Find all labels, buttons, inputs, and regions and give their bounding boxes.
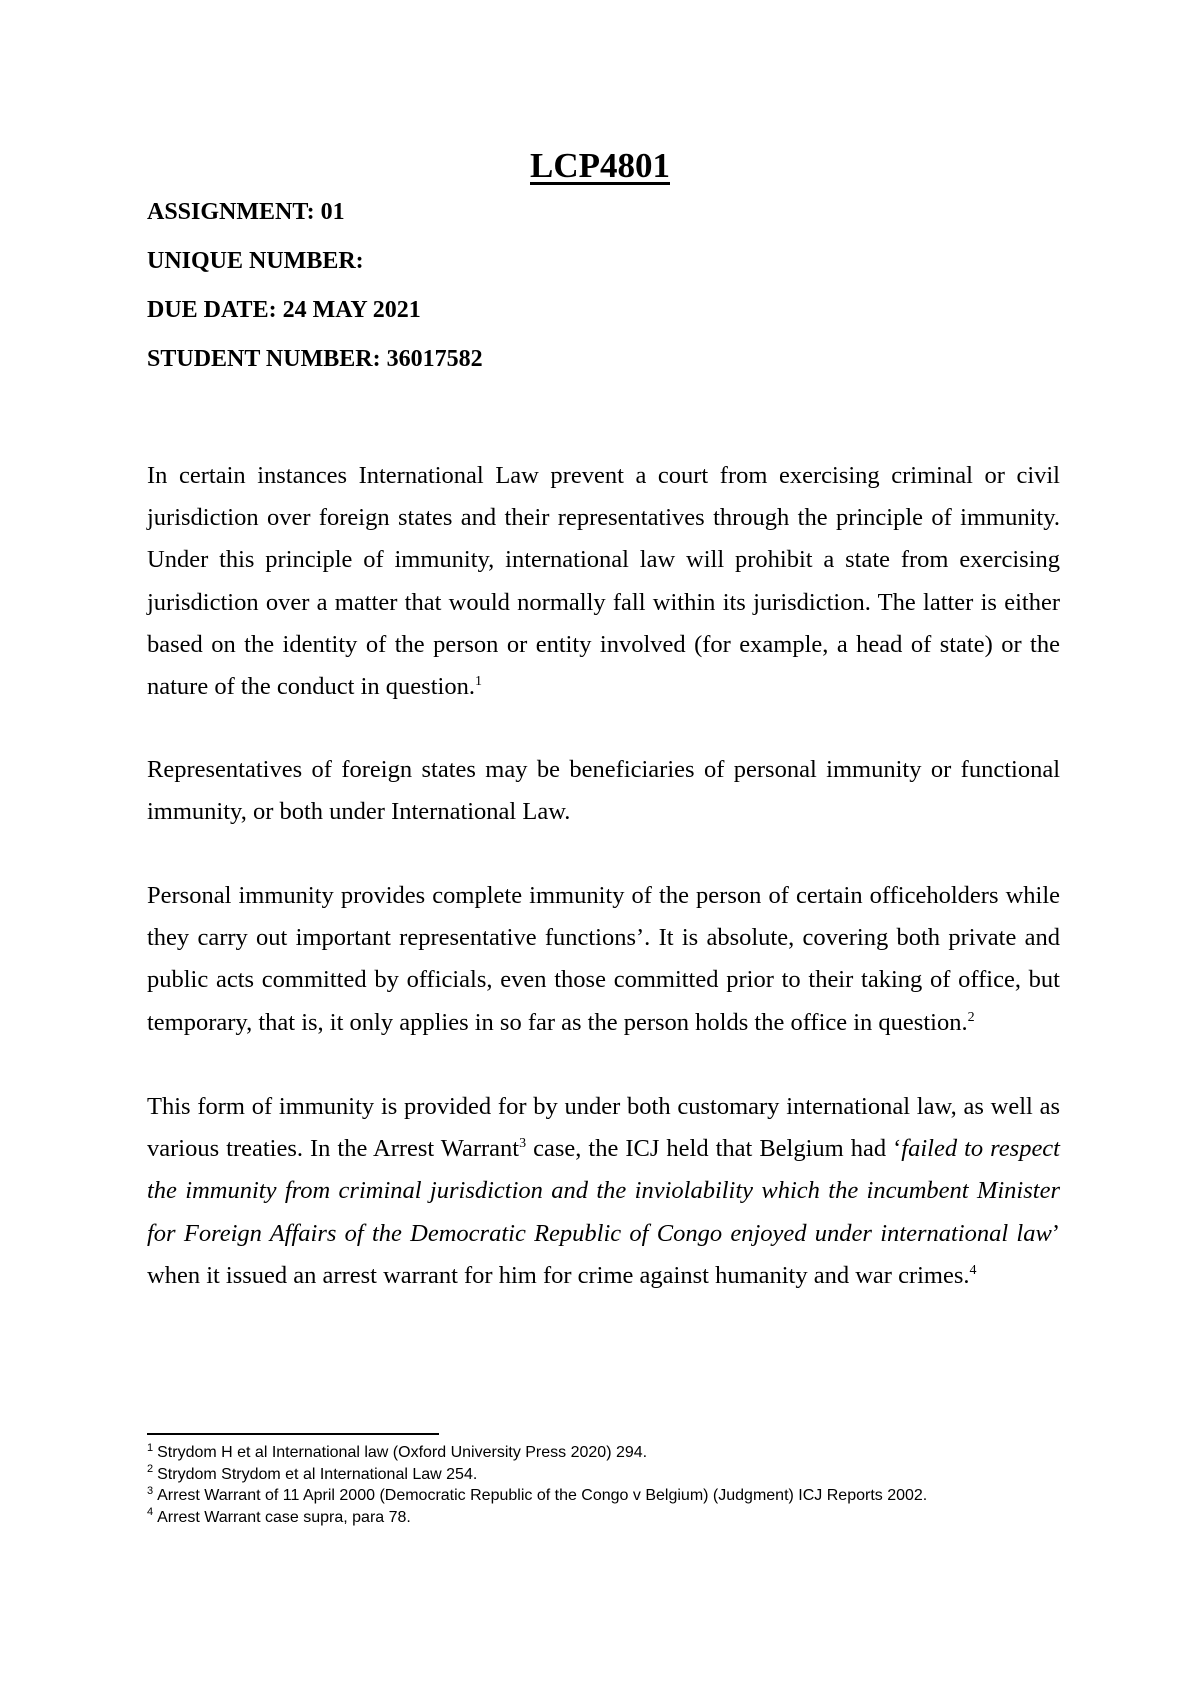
- footnote-text: Arrest Warrant case supra, para 78.: [157, 1508, 411, 1526]
- footnote-text: Arrest Warrant of 11 April 2000 (Democratic Republic of the Congo v Belgium) (Judgment) ICJ Reports 2002.: [157, 1487, 928, 1504]
- footnote-separator: [147, 1433, 439, 1435]
- paragraph-personal-immunity: [147, 875, 1060, 1044]
- footnote-text: Strydom H et al International law (Oxford University Press 2020) 294.: [157, 1444, 648, 1461]
- paragraph-arrest-warrant: [147, 1086, 1060, 1297]
- footnote-number: 2: [147, 1463, 154, 1476]
- paragraph-text: Personal immunity provides complete immunity of the person of certain officeholders while they carry out important representative functions’. It is absolute, covering both private and public acts committed by officials, even those committed prior to their taking of office, but temporary, that is, it only applies in so far as the person holds the office in question.: [147, 882, 1060, 1036]
- footnote-4: [147, 1507, 1057, 1529]
- paragraph-text: Representatives of foreign states may be beneficiaries of personal immunity or functional immunity, or both under International Law.: [147, 756, 1060, 826]
- footnote-number: 1: [147, 1441, 154, 1454]
- footnote-2: [147, 1464, 1057, 1486]
- paragraph-representatives: [147, 749, 1060, 833]
- unique-number-line: UNIQUE NUMBER:: [147, 248, 364, 274]
- footnotes-list: [147, 1442, 1057, 1528]
- student-number-line: STUDENT NUMBER: 36017582: [147, 346, 483, 372]
- paragraph-text: In certain instances International Law prevent a court from exercising criminal or civil jurisdiction over foreign states and their representatives through the principle of immunity. Under this principle of immunity, international law will prohibit a state from exercising jurisdiction over a matter that would normally fall within its jurisdiction. The latter is either based on the identity of the person or entity involved (for example, a head of state) or the nature of the conduct in question.: [147, 462, 1060, 701]
- footnote-number: 4: [147, 1506, 154, 1519]
- footnote-3: [147, 1485, 1057, 1507]
- footnote-ref-3[interactable]: 3: [519, 1136, 527, 1152]
- paragraph-text: ’ when it issued an arrest warrant for him for crime against humanity and war crimes.: [147, 1219, 1060, 1289]
- footnote-ref-1[interactable]: 1: [474, 673, 482, 689]
- footnote-1: [147, 1442, 1057, 1464]
- footnote-number: 3: [147, 1484, 154, 1497]
- footnote-text: Strydom Strydom et al International Law 254.: [157, 1465, 478, 1483]
- document-title: LCP4801: [530, 146, 670, 185]
- paragraph-text: case, the ICJ held that Belgium had ‘: [526, 1135, 902, 1163]
- footnote-ref-4[interactable]: 4: [969, 1262, 977, 1278]
- assignment-line: ASSIGNMENT: 01: [147, 199, 345, 225]
- footnote-ref-2[interactable]: 2: [967, 1009, 975, 1025]
- paragraph-immunity-intro: [147, 455, 1060, 708]
- paragraph-text: This form of immunity is provided for by under both customary international law, as well as various treaties. In the Arrest Warrant: [147, 1093, 1060, 1163]
- due-date-line: DUE DATE: 24 MAY 2021: [147, 297, 421, 323]
- icj-quote: failed to respect the immunity from criminal jurisdiction and the inviolability which the incumbent Minister for Foreign Affairs of the Democratic Republic of Congo enjoyed under international law: [147, 1135, 1060, 1247]
